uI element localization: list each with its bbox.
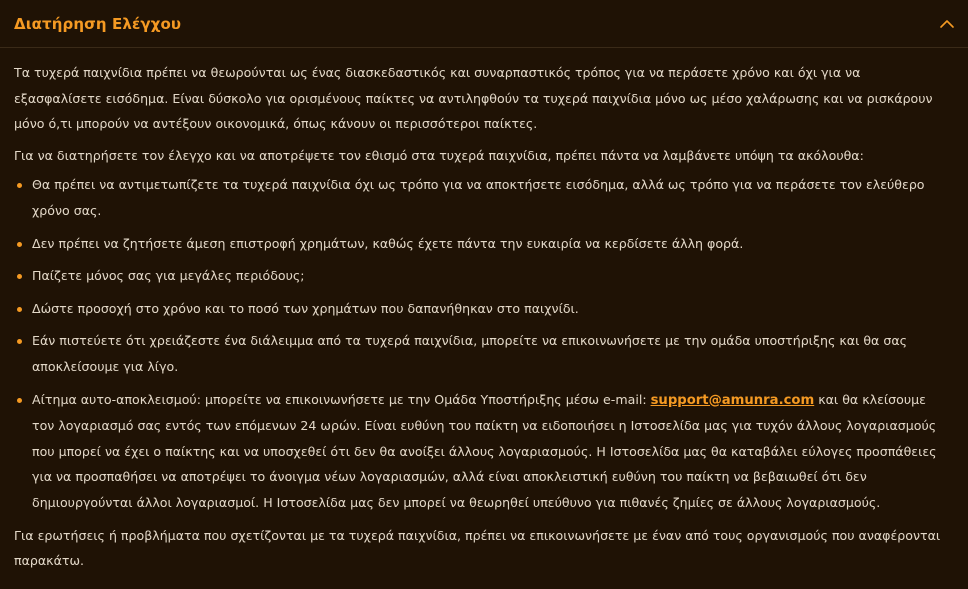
list-item: Δώστε προσοχή στο χρόνο και το ποσό των χρημάτων που δαπανήθηκαν στο παιχνίδι.	[14, 296, 950, 322]
accordion-title: Διατήρηση Ελέγχου	[14, 14, 182, 33]
closing-paragraph: Για ερωτήσεις ή προβλήματα που σχετίζονται με τα τυχερά παιχνίδια, πρέπει να επικοινωνήσετε με έναν από τους οργανισμούς που αναφέρονται παρακάτω.	[14, 527, 941, 569]
accordion-header[interactable]	[0, 0, 968, 48]
self-exclusion-text-after: και θα κλείσουμε τον λογαριασμό σας εντός των επόμενων 24 ωρών. Είναι ευθύνη του παίκτη να ειδοποιήσει η Ιστοσελίδα μας για τυχόν άλλους λογαριασμούς που μπορεί να έχει ο παίκτης και να υποσχεθεί ότι δεν θα ανοίξει άλλους λογαριασμούς. Η Ιστοσελίδα μας θα καταβάλει εύλογες προσπάθειες για να προσπαθήσει να αποτρέψει το άνοιγμα νέων λογαριασμών, αλλά είναι αποκλειστική ευθύνη του παίκτη να βεβαιωθεί ότι δεν δημιουργούνται άλλοι λογαριασμοί. Η Ιστοσελίδα μας δεν μπορεί να θεωρηθεί υπεύθυνο για πιθανές ζημίες σε άλλους λογαριασμούς.	[32, 391, 937, 510]
rules-list	[14, 172, 950, 515]
lead-paragraph: Για να διατηρήσετε τον έλεγχο και να αποτρέψετε τον εθισμό στα τυχερά παιχνίδια, πρέπει πάντα να λαμβάνετε υπόψη τα ακόλουθα:	[14, 147, 864, 163]
list-item-self-exclusion	[14, 387, 950, 516]
self-exclusion-text-before: Αίτημα αυτο-αποκλεισμού: μπορείτε να επικοινωνήσετε με την Ομάδα Υποστήριξης μέσω e-mail:	[32, 391, 651, 407]
list-item: Παίζετε μόνος σας για μεγάλες περιόδους;	[14, 263, 950, 289]
list-item: Δεν πρέπει να ζητήσετε άμεση επιστροφή χρημάτων, καθώς έχετε πάντα την ευκαιρία να κερδίσετε άλλη φορά.	[14, 231, 950, 257]
intro-paragraph: Τα τυχερά παιχνίδια πρέπει να θεωρούνται ως ένας διασκεδαστικός και συναρπαστικός τρόπος για να περάσετε χρόνο και όχι για να εξασφαλίσετε εισόδημα. Είναι δύσκολο για ορισμένους παίκτες να αντιληφθούν τα τυχερά παιχνίδια μόνο ως μέσο χαλάρωσης και να ρισκάρουν μόνο ό,τι μπορούν να αντέξουν οικονομικά, όπως κάνουν οι περισσότεροι παίκτες.	[14, 65, 933, 132]
support-email-link[interactable]: support@amunra.com	[650, 392, 815, 408]
chevron-up-icon[interactable]	[938, 15, 956, 33]
list-item: Εάν πιστεύετε ότι χρειάζεστε ένα διάλειμμα από τα τυχερά παιχνίδια, μπορείτε να επικοινωνήσετε με την ομάδα υποστήριξης και θα σας αποκλείσουμε για λίγο.	[14, 328, 950, 379]
accordion-content	[0, 48, 968, 574]
list-item: Θα πρέπει να αντιμετωπίζετε τα τυχερά παιχνίδια όχι ως τρόπο για να αποκτήσετε εισόδημα, αλλά ως τρόπο για να περάσετε τον ελεύθερο χρόνο σας.	[14, 172, 950, 223]
